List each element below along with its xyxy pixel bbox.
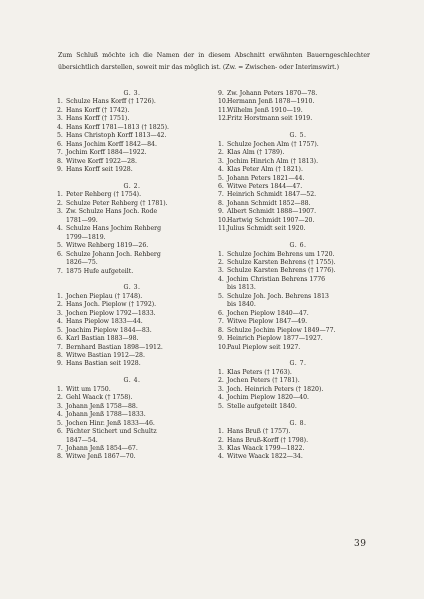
list-item-number: 2.: [218, 377, 224, 385]
list-item-number: 2.: [57, 199, 63, 207]
list-item-number: 2.: [218, 259, 224, 267]
list-item: [57, 445, 207, 453]
list-item-number: 1.: [57, 385, 63, 393]
list-item: [57, 124, 207, 132]
list-item: [218, 141, 378, 149]
list-item-text: Johann Jenß 1854—67.: [66, 444, 138, 452]
list-item-text: Zw. Johann Peters 1870—78.: [227, 90, 318, 97]
list-item-text: Peter Rehberg († 1754).: [66, 191, 142, 199]
list-item-number: 10.: [218, 216, 228, 224]
list-item-number: 7.: [57, 149, 63, 157]
section-heading: G. 7.: [289, 360, 307, 368]
list-item: [218, 267, 378, 275]
list-item: [218, 310, 378, 318]
list-item-number: 1.: [57, 191, 63, 199]
list-item-number: 6.: [57, 250, 63, 258]
list-item: [218, 107, 378, 115]
list-item-number: 4.: [57, 225, 63, 233]
list-item: [57, 107, 207, 115]
list-item-text: Joachim Pieplow 1844—83.: [66, 326, 152, 334]
section-heading: G. 8.: [289, 419, 307, 427]
list-item-number: 7.: [57, 267, 63, 275]
section-gap: [218, 234, 378, 242]
list-item-number: 8.: [57, 453, 63, 461]
list-item-text: Jochim Pieplow 1820—40.: [227, 394, 309, 402]
list-item-number: 5.: [57, 326, 63, 334]
section-gap: [218, 411, 378, 419]
list-item-number: 3.: [218, 157, 224, 165]
list-item: [57, 259, 207, 267]
list-item-number: 9.: [218, 208, 224, 216]
list-item-number: 9.: [57, 360, 63, 368]
list-item-text: Hans Korff seit 1928.: [66, 166, 133, 174]
list-item-number: 7.: [57, 343, 63, 351]
list-item-text: Pächter Stichert und Schultz: [66, 428, 157, 436]
list-item: [57, 420, 207, 428]
list-item-number: 6.: [57, 140, 63, 148]
list-item-text: Hans Bruß-Korff († 1798).: [227, 436, 309, 444]
list-item-text: bis 1840.: [227, 301, 256, 309]
list-item: [57, 158, 207, 166]
farm-section: [218, 132, 378, 233]
list-item-text: Hermann Jenß 1878—1910.: [227, 98, 315, 106]
list-item-text: Johann Schmidt 1852—88.: [227, 199, 311, 207]
section-heading: G. 4.: [123, 377, 141, 385]
list-item-text: Witwe Pieplow 1847—49.: [227, 318, 308, 326]
section-gap: [57, 175, 207, 183]
list-item-number: 3.: [57, 208, 63, 216]
list-item-text: Schulze Jochim Pieplow 1849—77.: [227, 326, 336, 334]
list-item-number: 11.: [218, 106, 228, 114]
list-item-number: 2.: [218, 436, 224, 444]
list-item: [57, 411, 207, 419]
list-item-number: 6.: [218, 309, 224, 317]
list-item-number: 1.: [218, 250, 224, 258]
list-item-number: 1.: [57, 98, 63, 106]
section-gap: [57, 276, 207, 284]
list-item-text: Hans Korff († 1742).: [66, 106, 130, 114]
list-item-text: Jochim Hinrich Alm († 1813).: [227, 157, 319, 165]
list-item-text: 1875 Hufe aufgeteilt.: [66, 267, 134, 275]
list-item-text: Jochen Hinr. Jenß 1833—46.: [66, 419, 155, 427]
list-item: [57, 251, 207, 259]
list-item-text: Jochim Christian Behrens 1776: [227, 275, 326, 283]
list-item: [218, 344, 378, 352]
list-item-text: Albert Schmidt 1888—1907.: [227, 208, 317, 216]
list-item-text: Heinrich Schmidt 1847—52.: [227, 191, 317, 199]
list-item: [218, 98, 378, 106]
list-item-text: Johann Jenß 1788—1833.: [66, 411, 146, 419]
list-item: [57, 327, 207, 335]
list-item: [218, 453, 378, 461]
list-item-text: Klas Alm († 1789).: [227, 149, 285, 157]
list-item-number: 1.: [57, 292, 63, 300]
list-item: [218, 403, 378, 411]
list-item-text: Fritz Horstmann seit 1919.: [227, 115, 313, 123]
list-item-text: Witwe Peters 1844—47.: [227, 182, 303, 190]
list-item-number: 5.: [218, 292, 224, 300]
list-item: [218, 208, 378, 216]
list-item-text: Jochen Pieplau († 1748).: [66, 292, 143, 300]
list-item-number: 11.: [218, 225, 228, 233]
list-item-number: 5.: [57, 419, 63, 427]
list-item: [218, 386, 378, 394]
list-item-text: Hans Joch. Pieplow († 1792).: [66, 301, 157, 309]
list-item: [57, 394, 207, 402]
list-item-number: 9.: [218, 90, 224, 97]
list-item-text: Klas Waack 1799—1822.: [227, 444, 305, 452]
list-item-number: 3.: [218, 267, 224, 275]
section-heading: G. 3.: [123, 90, 141, 97]
list-item-text: Schulze Hans Korff († 1726).: [66, 98, 156, 106]
list-item: [218, 225, 378, 233]
left-column: [57, 90, 207, 462]
list-item-text: Hans Jochim Korff 1842—84.: [66, 140, 157, 148]
farm-section: [218, 242, 378, 352]
list-item-number: 9.: [57, 166, 63, 174]
list-item: [57, 191, 207, 199]
list-item-number: 4.: [218, 394, 224, 402]
list-item-text: Gehl Waack († 1758).: [66, 394, 133, 402]
list-item: [218, 217, 378, 225]
list-item-number: 4.: [218, 275, 224, 283]
list-item: [57, 344, 207, 352]
list-item: [57, 234, 207, 242]
farm-section: [57, 183, 207, 276]
list-item: [218, 293, 378, 301]
section-heading: G. 5.: [289, 132, 307, 140]
page-number: 39: [354, 539, 367, 549]
list-item-number: 7.: [218, 191, 224, 199]
list-item-number: 5.: [218, 402, 224, 410]
list-item-text: Hans Korff († 1751).: [66, 115, 130, 123]
list-item: [218, 394, 378, 402]
list-item: [57, 403, 207, 411]
list-item-number: 4.: [57, 411, 63, 419]
list-item-number: 3.: [57, 309, 63, 317]
list-item: [218, 149, 378, 157]
farm-section: [218, 360, 378, 411]
farm-section: [57, 90, 207, 175]
farm-section: [218, 420, 378, 462]
list-item-number: 7.: [57, 444, 63, 452]
list-item-text: Witwe Rehberg 1819—26.: [66, 242, 149, 250]
list-item-text: Hans Korff 1781—1813 († 1825).: [66, 123, 169, 131]
list-item-number: 6.: [218, 182, 224, 190]
farm-section: [57, 377, 207, 462]
intro-paragraph: Zum Schluß möchte ich die Namen der in diesem Abschnitt erwähnten Bauerngeschlechter übersichtlich darstellen, soweit mir das möglich ist. (Zw. = Zwischen- oder Interimswirt.): [58, 52, 370, 71]
list-item-text: Stelle aufgeteilt 1840.: [227, 402, 297, 410]
list-item: [218, 369, 378, 377]
list-item-number: 6.: [57, 428, 63, 436]
list-item: [218, 327, 378, 335]
list-item-text: Witwe Bastian 1912—28.: [66, 352, 145, 360]
section-heading: G. 6.: [289, 242, 307, 250]
list-item-number: 2.: [57, 106, 63, 114]
list-item-text: Karl Bastian 1883—98.: [66, 335, 139, 343]
list-item: [218, 437, 378, 445]
list-item: [57, 268, 207, 276]
list-item: [218, 90, 378, 98]
list-item-number: 4.: [218, 166, 224, 174]
list-item-number: 3.: [57, 115, 63, 123]
farm-section: [57, 284, 207, 369]
list-item: [218, 276, 378, 284]
list-item-text: Jochen Pieplow 1840—47.: [227, 309, 309, 317]
list-item-number: 8.: [57, 157, 63, 165]
list-item: [57, 437, 207, 445]
list-item: [57, 352, 207, 360]
section-gap: [57, 369, 207, 377]
list-item: [218, 301, 378, 309]
list-item-text: Schulze Karsten Behrens († 1755).: [227, 259, 336, 267]
list-item-text: Joch. Heinrich Peters († 1820).: [227, 385, 324, 393]
section-gap: [218, 352, 378, 360]
list-item-number: 3.: [218, 385, 224, 393]
section-heading: G. 2.: [123, 182, 141, 190]
list-item-number: 8.: [218, 326, 224, 334]
list-item-text: Johann Jenß 1758—88.: [66, 402, 138, 410]
list-item-text: 1847—54.: [66, 436, 98, 444]
list-item: [57, 166, 207, 174]
list-item-text: Bernhard Bastian 1898—1912.: [66, 343, 163, 351]
list-item-text: Julius Schmidt seit 1920.: [227, 225, 306, 233]
list-item-number: 3.: [57, 402, 63, 410]
list-item: [57, 200, 207, 208]
list-item: [57, 453, 207, 461]
list-item-text: Witwe Waack 1822—34.: [227, 453, 303, 461]
list-item-text: Paul Pieplow seit 1927.: [227, 343, 301, 351]
list-item: [57, 293, 207, 301]
list-item: [218, 251, 378, 259]
list-item: [57, 217, 207, 225]
list-item-text: 1799—1819.: [66, 233, 106, 241]
list-item: [57, 141, 207, 149]
list-item-text: Jochen Pieplow 1792—1833.: [66, 309, 156, 317]
list-item-number: 1.: [218, 140, 224, 148]
list-item-text: Heinrich Pieplow 1877—1927.: [227, 335, 323, 343]
list-item: [218, 191, 378, 199]
list-item-number: 1.: [218, 428, 224, 436]
list-item: [57, 386, 207, 394]
list-item-number: 12.: [218, 115, 228, 123]
list-item-number: 5.: [57, 242, 63, 250]
list-item-text: Schulze Johann Joch. Rehberg: [66, 250, 161, 258]
list-item: [218, 335, 378, 343]
list-item: [218, 175, 378, 183]
list-item-text: 1781—99.: [66, 216, 98, 224]
list-item-text: Schulze Jochim Behrens um 1720.: [227, 250, 335, 258]
list-item-text: Johann Peters 1821—44.: [227, 174, 305, 182]
list-item: [57, 98, 207, 106]
section-gap: [218, 124, 378, 132]
list-item-text: bis 1813.: [227, 284, 256, 292]
list-item-text: Witt um 1750.: [66, 385, 111, 393]
list-item-text: Klas Peters († 1763).: [227, 368, 292, 376]
list-item-text: Hartwig Schmidt 1907—20.: [227, 216, 315, 224]
list-item: [57, 115, 207, 123]
list-item-text: Klas Peter Alm († 1821).: [227, 166, 303, 174]
list-item-text: Jochen Peters († 1781).: [227, 377, 300, 385]
list-item-number: 8.: [57, 352, 63, 360]
list-item-text: Jochim Korff 1884—1922.: [66, 149, 147, 157]
list-item-number: 4.: [57, 123, 63, 131]
list-item-number: 1.: [218, 368, 224, 376]
list-item-text: Wilhelm Jenß 1910—19.: [227, 106, 303, 114]
list-item: [57, 318, 207, 326]
list-item-text: Schulze Joh. Joch. Behrens 1813: [227, 292, 329, 300]
list-item: [218, 428, 378, 436]
list-item: [57, 225, 207, 233]
list-item-number: 7.: [218, 318, 224, 326]
list-item-text: Witwe Jenß 1867—70.: [66, 453, 136, 461]
list-item-number: 4.: [57, 318, 63, 326]
list-item-text: Zw. Schulze Hans Joch. Rode: [66, 208, 158, 216]
list-item-text: 1826—75.: [66, 259, 98, 267]
list-item: [57, 360, 207, 368]
list-item: [57, 132, 207, 140]
list-item: [218, 166, 378, 174]
list-item-number: 4.: [218, 453, 224, 461]
list-item-number: 2.: [57, 301, 63, 309]
list-item: [57, 428, 207, 436]
farm-section: [218, 90, 378, 124]
list-item: [218, 284, 378, 292]
list-item: [218, 183, 378, 191]
list-item-text: Hans Bruß († 1757).: [227, 428, 291, 436]
list-item-text: Schulze Karsten Behrens († 1776).: [227, 267, 336, 275]
list-item-number: 8.: [218, 199, 224, 207]
list-item-text: Schulze Peter Rehberg († 1781).: [66, 199, 168, 207]
list-item-number: 10.: [218, 343, 228, 351]
list-item: [57, 208, 207, 216]
list-item-number: 5.: [57, 132, 63, 140]
list-item: [218, 115, 378, 123]
list-item-text: Hans Pieplow 1833—44.: [66, 318, 143, 326]
list-item: [218, 377, 378, 385]
list-item: [218, 200, 378, 208]
right-column: [218, 90, 378, 462]
list-item-number: 6.: [57, 335, 63, 343]
list-item-number: 5.: [218, 174, 224, 182]
list-item: [57, 242, 207, 250]
list-item-number: 2.: [57, 394, 63, 402]
section-heading: G. 3.: [123, 284, 141, 292]
list-item-number: 2.: [218, 149, 224, 157]
list-item: [57, 149, 207, 157]
list-item-number: 9.: [218, 335, 224, 343]
list-item: [57, 310, 207, 318]
list-item: [57, 335, 207, 343]
list-item-number: 10.: [218, 98, 228, 106]
list-item-text: Schulze Jochen Alm († 1757).: [227, 140, 319, 148]
list-item: [57, 301, 207, 309]
list-item: [218, 259, 378, 267]
list-item: [218, 445, 378, 453]
list-item-text: Hans Bastian seit 1928.: [66, 360, 141, 368]
list-item-text: Hans Christoph Korff 1813—42.: [66, 132, 167, 140]
list-item-number: 3.: [218, 444, 224, 452]
list-item-text: Schulze Hans Jochim Rehberg: [66, 225, 162, 233]
list-item: [218, 158, 378, 166]
list-item-text: Witwe Korff 1922—28.: [66, 157, 137, 165]
list-item: [218, 318, 378, 326]
